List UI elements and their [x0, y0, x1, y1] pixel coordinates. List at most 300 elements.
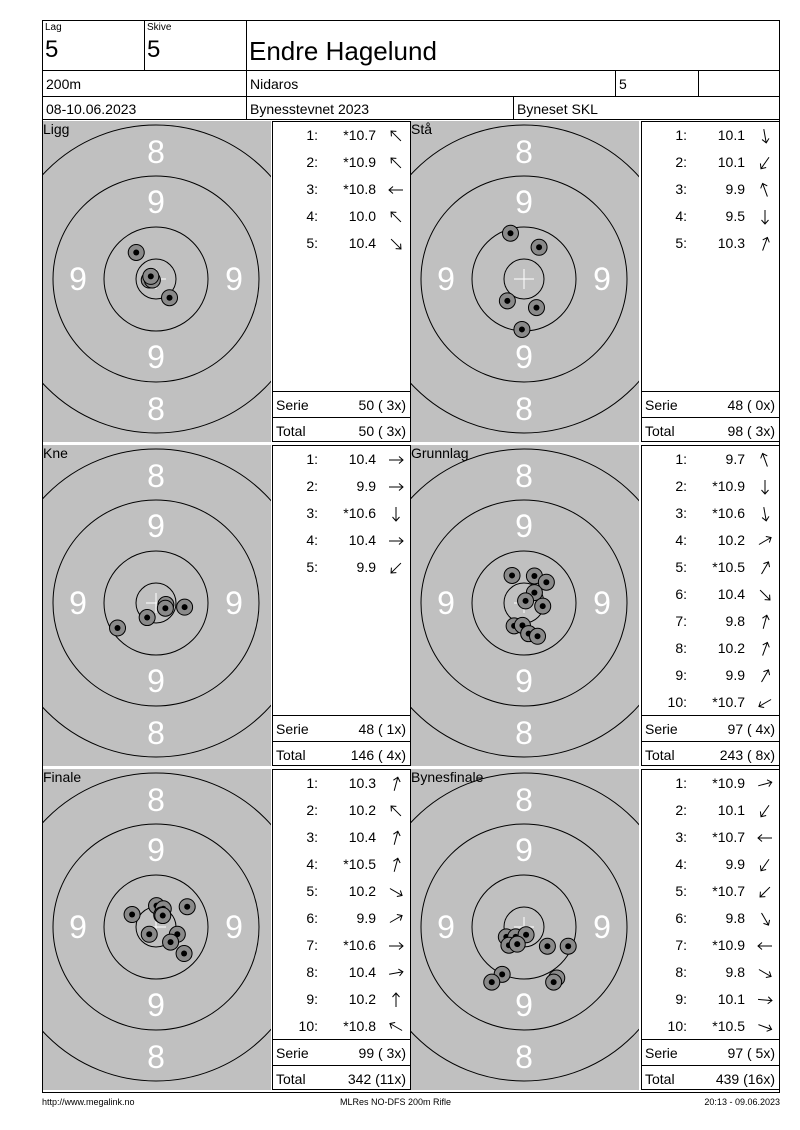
shot-row [642, 932, 779, 959]
ring-number-label: 8 [147, 715, 165, 751]
ring-number-label: 9 [437, 909, 455, 945]
total-value: 439 (16x) [715, 1071, 775, 1087]
shot-number: 2: [675, 802, 687, 818]
series-label: Grunnlag [411, 445, 469, 461]
shot-number: 7: [675, 937, 687, 953]
target-3 [411, 445, 639, 766]
shot-row [642, 122, 779, 149]
shot-hole [530, 628, 546, 644]
shot-score: 10.4 [348, 532, 376, 548]
shot-row [273, 149, 410, 176]
shot-number: 10: [298, 1018, 318, 1034]
direction-arrow-icon [757, 587, 773, 603]
shot-score: *10.9 [712, 478, 745, 494]
shot-row [642, 1013, 779, 1040]
shot-number: 4: [675, 856, 687, 872]
ring-number-label: 9 [147, 663, 165, 699]
shot-row [273, 770, 410, 797]
club-cell: Nidaros [246, 70, 616, 97]
direction-arrow-icon [757, 965, 773, 981]
serie-value: 97 ( 5x) [727, 1045, 775, 1061]
shot-row [642, 986, 779, 1013]
shot-row [642, 581, 779, 608]
shot-score: *10.7 [712, 829, 745, 845]
shot-number: 2: [675, 154, 687, 170]
shot-number: 9: [675, 667, 687, 683]
shot-score: 10.4 [348, 964, 376, 980]
ring-number-label: 9 [437, 585, 455, 621]
ring-number-label: 9 [515, 832, 533, 868]
total-row [642, 741, 779, 767]
shot-row [642, 149, 779, 176]
target-face [411, 769, 639, 1090]
total-value: 50 ( 3x) [358, 423, 406, 439]
shot-row [273, 797, 410, 824]
shot-hole [509, 936, 525, 952]
shot-number: 4: [306, 856, 318, 872]
shot-number: 2: [306, 802, 318, 818]
center-crosshair [514, 269, 534, 289]
shot-row [273, 446, 410, 473]
series-label: Ligg [43, 121, 70, 137]
shot-number: 2: [306, 478, 318, 494]
shot-hole [110, 620, 126, 636]
direction-arrow-icon [388, 803, 404, 819]
shot-number: 5: [306, 235, 318, 251]
lag-value: 5 [45, 36, 59, 63]
shot-list-4 [272, 769, 411, 1090]
total-row [273, 1065, 410, 1091]
shot-score: *10.8 [343, 181, 376, 197]
shot-number: 6: [306, 910, 318, 926]
direction-arrow-icon [388, 236, 404, 252]
direction-arrow-icon [388, 560, 404, 576]
ring-number-label: 9 [515, 184, 533, 220]
shot-score: 9.9 [356, 559, 376, 575]
shot-score: 10.2 [348, 802, 376, 818]
direction-arrow-icon [757, 128, 773, 144]
shot-list-5 [641, 769, 780, 1090]
shot-row [273, 824, 410, 851]
shot-hole [177, 599, 193, 615]
shot-score: *10.5 [343, 856, 376, 872]
ring-number-label: 9 [69, 909, 87, 945]
direction-arrow-icon [388, 830, 404, 846]
direction-arrow-icon [757, 182, 773, 198]
ring-number-label: 8 [147, 134, 165, 170]
direction-arrow-icon [388, 1019, 404, 1035]
header-lag-cell [42, 20, 145, 71]
direction-arrow-icon [388, 533, 404, 549]
shot-score: *10.9 [343, 154, 376, 170]
skive-label: Skive [147, 22, 172, 33]
serie-value: 99 ( 3x) [358, 1045, 406, 1061]
total-label: Total [276, 747, 306, 763]
shot-score: *10.8 [343, 1018, 376, 1034]
shot-row [273, 527, 410, 554]
serie-row [273, 715, 410, 741]
shot-number: 3: [306, 181, 318, 197]
shot-score: 10.1 [717, 991, 745, 1007]
ring-number-label: 8 [147, 1039, 165, 1075]
shot-row [642, 608, 779, 635]
shot-row [273, 554, 410, 581]
serie-label: Serie [645, 397, 678, 413]
series-label: Bynesfinale [411, 769, 484, 785]
direction-arrow-icon [757, 938, 773, 954]
shot-score: 9.5 [725, 208, 745, 224]
direction-arrow-icon [388, 452, 404, 468]
shot-row [642, 878, 779, 905]
direction-arrow-icon [757, 1019, 773, 1035]
serie-value: 97 ( 4x) [727, 721, 775, 737]
shot-row [642, 959, 779, 986]
shot-row [273, 878, 410, 905]
direction-arrow-icon [757, 776, 773, 792]
shot-hole [179, 899, 195, 915]
shot-hole [502, 225, 518, 241]
shot-score: 10.4 [348, 829, 376, 845]
shot-row [273, 176, 410, 203]
shot-row [642, 689, 779, 716]
series-label: Kne [43, 445, 68, 461]
shot-number: 7: [306, 937, 318, 953]
shot-score: *10.7 [712, 694, 745, 710]
shot-number: 1: [306, 127, 318, 143]
shot-score: 9.9 [725, 667, 745, 683]
series-label: Finale [43, 769, 82, 785]
shot-score: 10.2 [717, 532, 745, 548]
shot-number: 8: [675, 964, 687, 980]
shot-hole [504, 567, 520, 583]
shot-row [642, 446, 779, 473]
shot-score: *10.5 [712, 559, 745, 575]
ring-number-label: 8 [515, 134, 533, 170]
shot-number: 4: [675, 532, 687, 548]
shot-score: 10.4 [717, 586, 745, 602]
shot-row [642, 500, 779, 527]
shot-row [273, 851, 410, 878]
shot-row [273, 203, 410, 230]
serie-row [273, 1039, 410, 1065]
shot-row [642, 770, 779, 797]
shot-hole [162, 290, 178, 306]
shot-number: 5: [675, 235, 687, 251]
total-value: 243 ( 8x) [719, 747, 775, 763]
serie-value: 48 ( 1x) [358, 721, 406, 737]
ring-number-label: 9 [593, 909, 611, 945]
shot-number: 9: [306, 991, 318, 1007]
serie-value: 48 ( 0x) [727, 397, 775, 413]
shot-score: *10.6 [343, 937, 376, 953]
direction-arrow-icon [388, 155, 404, 171]
organizer-cell: Byneset SKL [513, 96, 780, 120]
shot-number: 8: [306, 964, 318, 980]
shot-number: 10: [667, 1018, 687, 1034]
shot-score: 10.4 [348, 451, 376, 467]
direction-arrow-icon [757, 641, 773, 657]
class-cell: 5 [615, 70, 699, 97]
ring-number-label: 9 [515, 987, 533, 1023]
target-4 [43, 769, 271, 1090]
footer-timestamp: 20:13 - 09.06.2023 [704, 1097, 780, 1107]
target-face [43, 445, 271, 766]
serie-label: Serie [276, 397, 309, 413]
shot-score: 9.9 [725, 856, 745, 872]
shot-score: *10.7 [343, 127, 376, 143]
shot-number: 9: [675, 991, 687, 1007]
shot-number: 3: [675, 829, 687, 845]
ring-number-label: 9 [147, 508, 165, 544]
direction-arrow-icon [757, 884, 773, 900]
shot-row [642, 797, 779, 824]
shot-score: *10.7 [712, 883, 745, 899]
serie-label: Serie [645, 1045, 678, 1061]
shot-score: 9.9 [356, 910, 376, 926]
total-value: 342 (11x) [347, 1071, 406, 1087]
shot-score: 9.9 [725, 181, 745, 197]
shot-list-0 [272, 121, 411, 442]
ring-number-label: 9 [437, 261, 455, 297]
shot-row [642, 230, 779, 257]
total-value: 98 ( 3x) [727, 423, 775, 439]
shot-hole [539, 938, 555, 954]
shooter-name: Endre Hagelund [249, 36, 437, 66]
shot-row [273, 1013, 410, 1040]
shot-number: 2: [306, 154, 318, 170]
footer-software: MLRes NO-DFS 200m Rifle [340, 1097, 452, 1107]
shot-score: 9.8 [725, 910, 745, 926]
shot-number: 10: [667, 694, 687, 710]
shot-score: *10.6 [712, 505, 745, 521]
shot-score: 9.8 [725, 964, 745, 980]
target-2 [43, 445, 271, 766]
shot-hole [499, 293, 515, 309]
ring-number-label: 8 [515, 715, 533, 751]
shot-row [642, 905, 779, 932]
shot-score: *10.5 [712, 1018, 745, 1034]
total-row [273, 417, 410, 443]
shot-row [642, 635, 779, 662]
shot-number: 4: [675, 208, 687, 224]
shot-score: 9.8 [725, 613, 745, 629]
shot-hole [560, 938, 576, 954]
header-skive-cell [144, 20, 247, 71]
shot-score: 10.0 [348, 208, 376, 224]
extra-cell [698, 70, 780, 97]
shot-row [642, 176, 779, 203]
shot-number: 1: [675, 775, 687, 791]
total-value: 146 ( 4x) [350, 747, 406, 763]
shot-hole [141, 926, 157, 942]
ring-number-label: 9 [69, 585, 87, 621]
shot-hole [157, 600, 173, 616]
ring-number-label: 9 [593, 585, 611, 621]
shot-number: 5: [306, 559, 318, 575]
direction-arrow-icon [757, 452, 773, 468]
direction-arrow-icon [757, 560, 773, 576]
shot-row [642, 203, 779, 230]
series-label: Stå [411, 121, 433, 137]
ring-number-label: 8 [515, 391, 533, 427]
shot-number: 7: [675, 613, 687, 629]
shot-hole [546, 974, 562, 990]
serie-row [273, 391, 410, 417]
shot-hole [484, 974, 500, 990]
direction-arrow-icon [757, 506, 773, 522]
shot-number: 5: [675, 559, 687, 575]
ring-number-label: 8 [147, 782, 165, 818]
shot-row [273, 905, 410, 932]
ring-number-label: 9 [225, 261, 243, 297]
shot-hole [176, 946, 192, 962]
ring-number-label: 8 [515, 1039, 533, 1075]
direction-arrow-icon [388, 506, 404, 522]
shot-score: *10.9 [712, 937, 745, 953]
serie-label: Serie [276, 721, 309, 737]
shot-row [642, 554, 779, 581]
ring-number-label: 9 [225, 909, 243, 945]
shot-score: 9.7 [725, 451, 745, 467]
shot-number: 5: [675, 883, 687, 899]
ring-number-label: 9 [69, 261, 87, 297]
shot-number: 3: [675, 505, 687, 521]
shot-row [273, 500, 410, 527]
direction-arrow-icon [388, 182, 404, 198]
direction-arrow-icon [388, 857, 404, 873]
direction-arrow-icon [388, 209, 404, 225]
shot-number: 1: [675, 451, 687, 467]
ring-number-label: 9 [147, 987, 165, 1023]
skive-value: 5 [147, 36, 161, 63]
shot-row [642, 527, 779, 554]
shot-hole [163, 934, 179, 950]
shot-list-1 [641, 121, 780, 442]
shot-row [642, 473, 779, 500]
shot-hole [518, 593, 534, 609]
serie-label: Serie [276, 1045, 309, 1061]
shot-row [642, 824, 779, 851]
serie-row [642, 391, 779, 417]
shot-row [642, 662, 779, 689]
ring-number-label: 9 [147, 184, 165, 220]
ring-number-label: 9 [515, 508, 533, 544]
direction-arrow-icon [388, 884, 404, 900]
shot-number: 6: [675, 586, 687, 602]
shot-score: 9.9 [356, 478, 376, 494]
dates-cell: 08-10.06.2023 [42, 96, 247, 120]
shot-hole [155, 908, 171, 924]
shot-row [642, 851, 779, 878]
target-1 [411, 121, 639, 442]
shot-score: 10.2 [348, 883, 376, 899]
shot-score: 10.3 [348, 775, 376, 791]
shot-number: 1: [306, 775, 318, 791]
shot-number: 5: [306, 883, 318, 899]
shot-score: 10.3 [717, 235, 745, 251]
direction-arrow-icon [388, 128, 404, 144]
direction-arrow-icon [757, 533, 773, 549]
total-row [642, 1065, 779, 1091]
shot-score: 10.1 [717, 154, 745, 170]
ring-number-label: 9 [515, 339, 533, 375]
direction-arrow-icon [757, 155, 773, 171]
shot-number: 3: [306, 505, 318, 521]
ring-number-label: 9 [147, 339, 165, 375]
shot-hole [128, 244, 144, 260]
shot-hole [139, 610, 155, 626]
shot-score: 10.4 [348, 235, 376, 251]
total-label: Total [645, 747, 675, 763]
ring-number-label: 9 [147, 832, 165, 868]
target-face [411, 445, 639, 766]
direction-arrow-icon [388, 776, 404, 792]
distance-cell: 200m [42, 70, 247, 97]
serie-value: 50 ( 3x) [358, 397, 406, 413]
footer-url: http://www.megalink.no [42, 1097, 135, 1107]
shot-score: *10.6 [343, 505, 376, 521]
shot-number: 1: [675, 127, 687, 143]
direction-arrow-icon [757, 911, 773, 927]
direction-arrow-icon [757, 992, 773, 1008]
target-0 [43, 121, 271, 442]
shot-number: 4: [306, 208, 318, 224]
direction-arrow-icon [757, 614, 773, 630]
shot-number: 6: [675, 910, 687, 926]
target-5 [411, 769, 639, 1090]
shot-hole [143, 268, 159, 284]
shot-score: 10.1 [717, 802, 745, 818]
lag-label: Lag [45, 22, 62, 33]
shot-number: 1: [306, 451, 318, 467]
target-face [43, 121, 271, 442]
direction-arrow-icon [388, 479, 404, 495]
ring-number-label: 8 [515, 458, 533, 494]
shot-number: 4: [306, 532, 318, 548]
ring-number-label: 9 [225, 585, 243, 621]
direction-arrow-icon [388, 911, 404, 927]
shot-number: 3: [675, 181, 687, 197]
total-row [642, 417, 779, 443]
shot-number: 3: [306, 829, 318, 845]
shot-hole [535, 598, 551, 614]
shot-score: 10.2 [348, 991, 376, 1007]
serie-row [642, 1039, 779, 1065]
shot-row [273, 230, 410, 257]
shot-score: *10.9 [712, 775, 745, 791]
event-cell: Bynesstevnet 2023 [246, 96, 514, 120]
direction-arrow-icon [388, 992, 404, 1008]
shot-list-2 [272, 445, 411, 766]
shot-number: 2: [675, 478, 687, 494]
direction-arrow-icon [757, 479, 773, 495]
direction-arrow-icon [757, 236, 773, 252]
shot-score: 10.2 [717, 640, 745, 656]
direction-arrow-icon [388, 965, 404, 981]
shot-hole [124, 907, 140, 923]
shot-hole [514, 321, 530, 337]
shooter-name-cell [246, 20, 780, 71]
shot-score: 10.1 [717, 127, 745, 143]
shot-row [273, 473, 410, 500]
shot-row [273, 932, 410, 959]
shot-row [273, 959, 410, 986]
ring-number-label: 9 [515, 663, 533, 699]
ring-number-label: 9 [593, 261, 611, 297]
serie-label: Serie [645, 721, 678, 737]
serie-row [642, 715, 779, 741]
ring-number-label: 8 [147, 458, 165, 494]
